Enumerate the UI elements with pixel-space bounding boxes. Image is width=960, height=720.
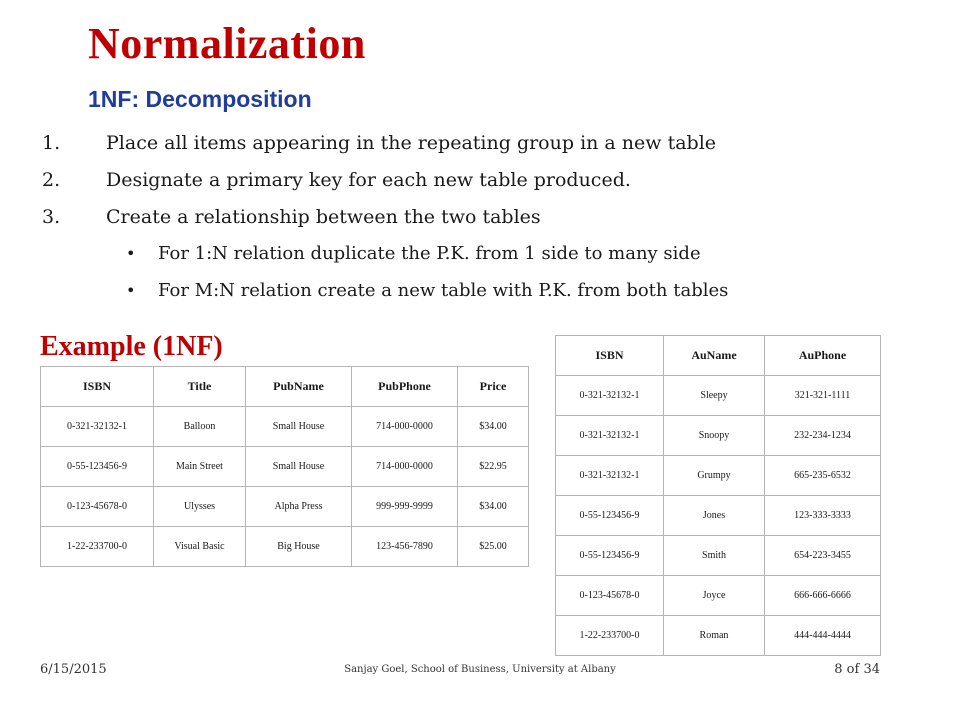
table-cell: Small House — [246, 407, 352, 447]
slide-subtitle: 1NF: Decomposition — [88, 86, 312, 112]
table-header-row — [556, 336, 881, 376]
slide-title: Normalization — [88, 19, 366, 68]
column-header: AuPhone — [765, 336, 881, 376]
table-row — [41, 487, 529, 527]
table-row — [556, 536, 881, 576]
table-cell: 123-456-7890 — [352, 527, 458, 567]
table-row — [556, 376, 881, 416]
bullet-icon: • — [126, 244, 136, 263]
step-item — [42, 202, 922, 239]
bullet-text: For M:N relation create a new table with P.K. from both tables — [158, 280, 729, 301]
table-cell: Ulysses — [154, 487, 246, 527]
table-cell: $34.00 — [458, 407, 529, 447]
column-header: Price — [458, 367, 529, 407]
table-cell: Grumpy — [664, 456, 765, 496]
column-header: ISBN — [41, 367, 154, 407]
authors-table — [555, 335, 881, 656]
table-cell: Sleepy — [664, 376, 765, 416]
table-cell: 232-234-1234 — [765, 416, 881, 456]
table-header-row — [41, 367, 529, 407]
table-cell: Roman — [664, 616, 765, 656]
table-cell: 0-55-123456-9 — [556, 536, 664, 576]
table-cell: 0-123-45678-0 — [41, 487, 154, 527]
table-cell: Snoopy — [664, 416, 765, 456]
step-text: Place all items appearing in the repeating group in a new table — [106, 132, 717, 154]
table-cell: 0-321-32132-1 — [556, 416, 664, 456]
example-heading: Example (1NF) — [40, 331, 223, 362]
column-header: AuName — [664, 336, 765, 376]
column-header: PubPhone — [352, 367, 458, 407]
step-item — [42, 165, 922, 202]
table-row — [556, 576, 881, 616]
bullet-text: For 1:N relation duplicate the P.K. from 1 side to many side — [158, 243, 701, 264]
column-header: Title — [154, 367, 246, 407]
table-cell: Joyce — [664, 576, 765, 616]
table-row — [41, 447, 529, 487]
bullet-icon: • — [126, 281, 136, 300]
table-cell: Smith — [664, 536, 765, 576]
column-header: PubName — [246, 367, 352, 407]
table-cell: 714-000-0000 — [352, 447, 458, 487]
table-cell: $34.00 — [458, 487, 529, 527]
table-row — [41, 527, 529, 567]
table-cell: 0-321-32132-1 — [556, 456, 664, 496]
table-cell: 0-321-32132-1 — [41, 407, 154, 447]
step-number: 2. — [42, 169, 61, 191]
table-cell: 0-321-32132-1 — [556, 376, 664, 416]
table-cell: Alpha Press — [246, 487, 352, 527]
table-cell: 999-999-9999 — [352, 487, 458, 527]
table-row — [41, 407, 529, 447]
table-cell: $22.95 — [458, 447, 529, 487]
table-row — [556, 496, 881, 536]
table-cell: 0-55-123456-9 — [41, 447, 154, 487]
table-cell: 666-666-6666 — [765, 576, 881, 616]
footer-credit: Sanjay Goel, School of Business, University at Albany — [344, 664, 616, 675]
table-cell: 0-55-123456-9 — [556, 496, 664, 536]
step-text: Create a relationship between the two tables — [106, 206, 541, 228]
table-row — [556, 456, 881, 496]
table-cell: Jones — [664, 496, 765, 536]
table-cell: 665-235-6532 — [765, 456, 881, 496]
column-header: ISBN — [556, 336, 664, 376]
table-cell: Main Street — [154, 447, 246, 487]
table-cell: 654-223-3455 — [765, 536, 881, 576]
table-row — [556, 416, 881, 456]
table-cell: Visual Basic — [154, 527, 246, 567]
table-cell: 1-22-233700-0 — [556, 616, 664, 656]
step-number: 3. — [42, 206, 61, 228]
step-item — [42, 128, 922, 165]
table-cell: 444-444-4444 — [765, 616, 881, 656]
step-text: Designate a primary key for each new table produced. — [106, 169, 631, 191]
table-cell: 714-000-0000 — [352, 407, 458, 447]
books-table — [40, 366, 529, 567]
table-row — [556, 616, 881, 656]
table-cell: Small House — [246, 447, 352, 487]
table-cell: 0-123-45678-0 — [556, 576, 664, 616]
table-cell: Balloon — [154, 407, 246, 447]
table-cell: Big House — [246, 527, 352, 567]
step-number: 1. — [42, 132, 61, 154]
bullet-item — [42, 276, 922, 313]
table-cell: 1-22-233700-0 — [41, 527, 154, 567]
table-cell: 321-321-1111 — [765, 376, 881, 416]
table-cell: $25.00 — [458, 527, 529, 567]
footer-page-number: 8 of 34 — [834, 662, 880, 677]
footer-date: 6/15/2015 — [40, 662, 107, 677]
steps-list — [42, 128, 922, 313]
bullet-item — [42, 239, 922, 276]
table-cell: 123-333-3333 — [765, 496, 881, 536]
